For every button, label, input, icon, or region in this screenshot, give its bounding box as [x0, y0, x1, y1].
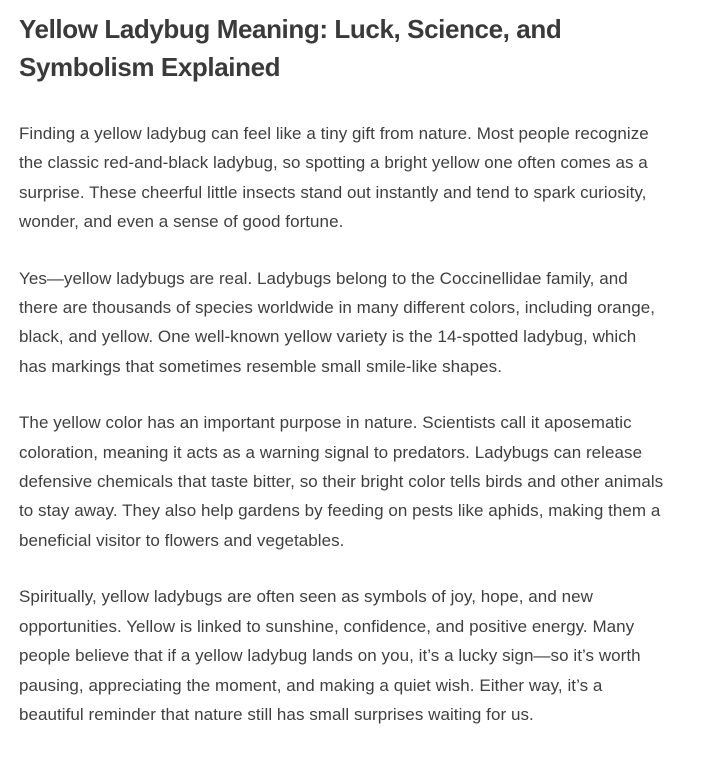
- article-paragraph-3: The yellow color has an important purpose in nature. Scientists call it aposematic coloration, meaning it acts as a warning signal to predators. Ladybugs can release defensive chemicals that taste bitter, so their bright color tells birds and other animals to stay away. They also help gardens by feeding on pests like aphids, making them a beneficial visitor to flowers and vegetables.: [19, 413, 664, 550]
- article-paragraph-1: Finding a yellow ladybug can feel like a tiny gift from nature. Most people recognize the classic red-and-black ladybug, so spotting a bright yellow one often comes as a surprise. These cheerful little insects stand out instantly and tend to spark curiosity, wonder, and even a sense of good fortune.: [19, 124, 649, 232]
- article-body: [19, 119, 668, 729]
- article-title: Yellow Ladybug Meaning: Luck, Science, and Symbolism Explained: [19, 14, 562, 82]
- article-paragraph-4: Spiritually, yellow ladybugs are often seen as symbols of joy, hope, and new opportunities. Yellow is linked to sunshine, confidence, and positive energy. Many people believe that if a yellow ladybug lands on you, it’s a lucky sign—so it’s worth pausing, appreciating the moment, and making a quiet wish. Either way, it’s a beautiful reminder that nature still has small surprises waiting for us.: [19, 587, 641, 724]
- article-paragraph-2: Yes—yellow ladybugs are real. Ladybugs belong to the Coccinellidae family, and there are thousands of species worldwide in many different colors, including orange, black, and yellow. One well-known yellow variety is the 14-spotted ladybug, which has markings that sometimes resemble small smile-like shapes.: [19, 268, 656, 376]
